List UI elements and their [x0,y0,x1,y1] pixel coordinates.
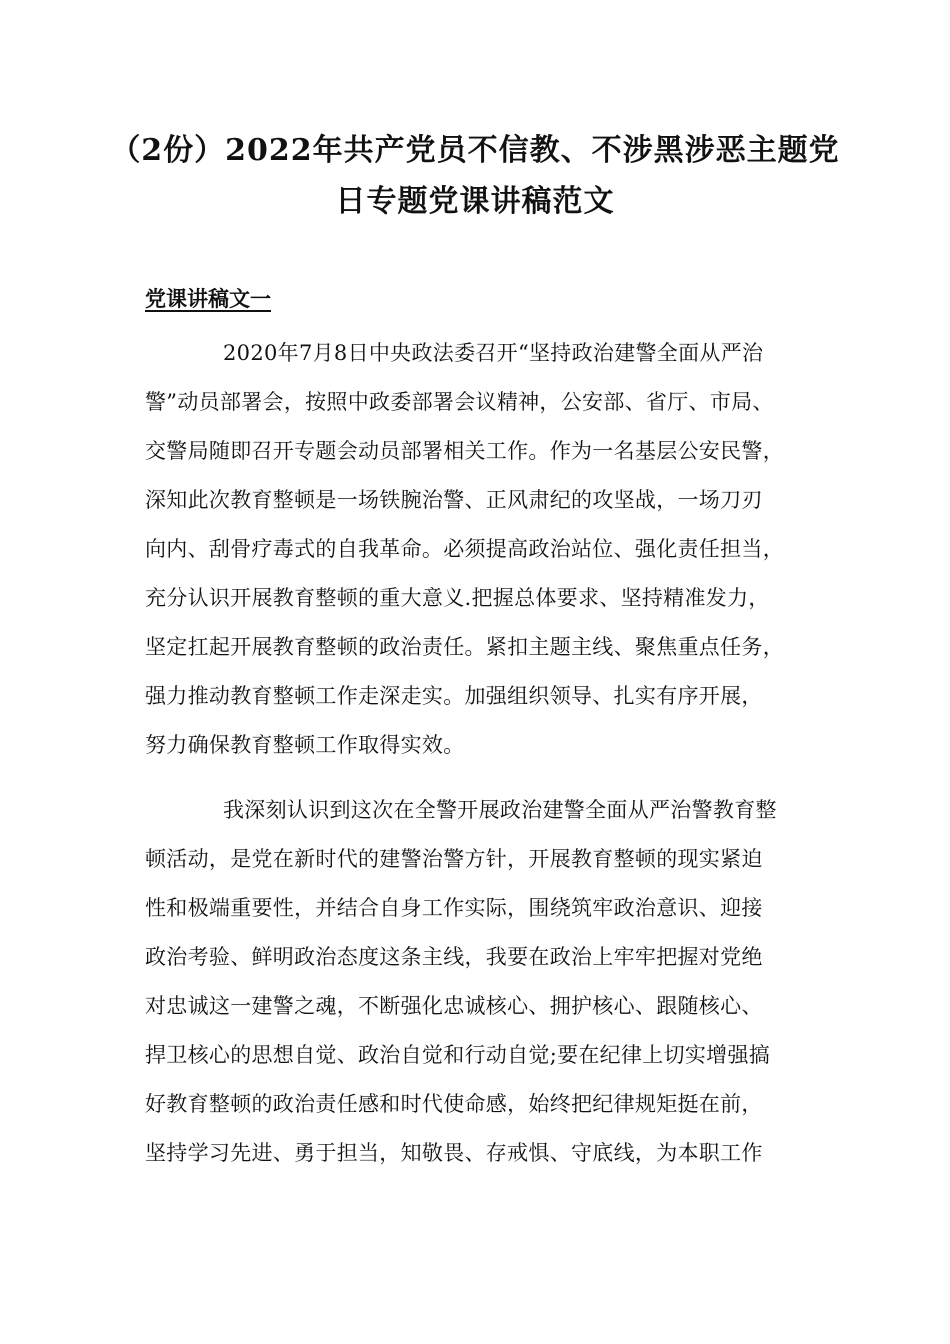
paragraph-line: 捍卫核心的思想自觉、政治自觉和行动自觉;要在纪律上切实增强搞 [145,1043,771,1067]
paragraph-line: 我深刻认识到这次在全警开展政治建警全面从严治警教育整 [223,798,777,822]
paragraph-line: 好教育整顿的政治责任感和时代使命感，始终把纪律规矩挺在前， [145,1092,763,1116]
paragraph-line: 警”动员部署会，按照中政委部署会议精神，公安部、省厅、市局、 [145,390,774,414]
paragraph-line: 2020年7月8日中央政法委召开“坚持政治建警全面从严治 [223,341,764,365]
paragraph-line: 坚持学习先进、勇于担当，知敬畏、存戒惧、守底线，为本职工作 [145,1141,763,1165]
paragraph-line: 强力推动教育整顿工作走深走实。加强组织领导、扎实有序开展， [145,684,763,708]
paragraph-line: 坚定扛起开展教育整顿的政治责任。紧扣主题主线、聚焦重点任务， [145,635,784,659]
paragraph-line: 交警局随即召开专题会动员部署相关工作。作为一名基层公安民警， [145,439,784,463]
section-heading: 党课讲稿文一 [145,286,271,311]
document-title-line-2: 日专题党课讲稿范文 [335,184,615,219]
paragraph-2 [145,786,815,1178]
paragraph-line: 努力确保教育整顿工作取得实效。 [145,733,465,757]
paragraph-line: 政治考验、鲜明政治态度这条主线，我要在政治上牢牢把握对党绝 [145,945,763,969]
paragraph-1 [145,329,815,770]
paragraph-line: 性和极端重要性，并结合自身工作实际，围绕筑牢政治意识、迎接 [145,896,763,920]
paragraph-line: 深知此次教育整顿是一场铁腕治警、正风肃纪的攻坚战，一场刀刃 [145,488,763,512]
paragraph-line: 向内、刮骨疗毒式的自我革命。必须提高政治站位、强化责任担当， [145,537,784,561]
paragraph-line: 充分认识开展教育整顿的重大意义.把握总体要求、坚持精准发力， [145,586,770,610]
paragraph-line: 对忠诚这一建警之魂，不断强化忠诚核心、拥护核心、跟随核心、 [145,994,763,1018]
paragraph-line: 顿活动，是党在新时代的建警治警方针，开展教育整顿的现实紧迫 [145,847,763,871]
document-title-line-1: （2份）2022年共产党员不信教、不涉黑涉恶主题党 [110,133,840,168]
